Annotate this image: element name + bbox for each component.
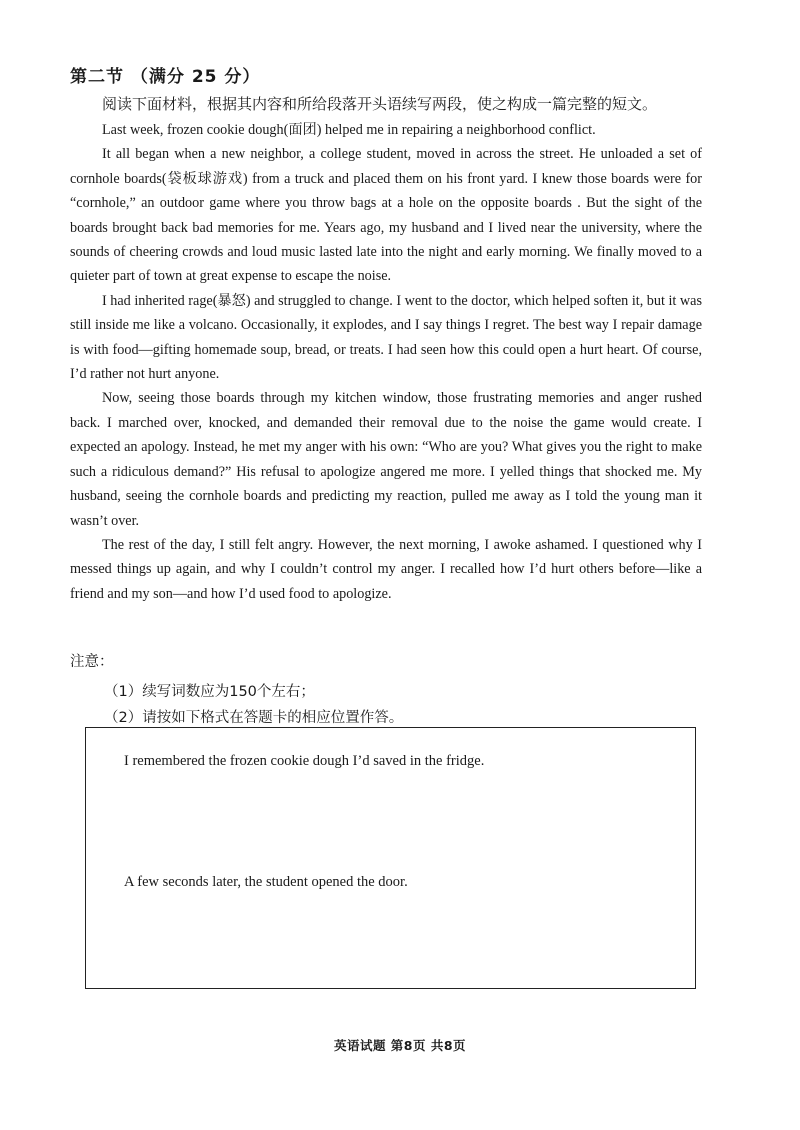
- passage-paragraph: I had inherited rage(暴怒) and struggled to change. I went to the doctor, which helped soften it, but it was still inside me like a volcano. Occasionally, it explodes, and I say things I regret. The best way I repair damage is with food—gifting homemade soup, bread, or treats. I had seen how this could open a hurt heart. Of course, I’d rather not hurt anyone.: [70, 292, 702, 383]
- answer-box: [85, 727, 696, 989]
- passage-paragraph: Last week, frozen cookie dough(面团) helped me in repairing a neighborhood conflict.: [102, 122, 596, 138]
- passage-paragraph: Now, seeing those boards through my kitchen window, those frustrating memories and anger rushed back. I marched over, knocked, and demanded their removal due to the noise the game would create. I expected an apology. Instead, he met my anger with his own: “Who are you? What gives you the right to make such a ridiculous demand?” His refusal to apologize angered me more. I yelled things that shocked me. My husband, seeing the cornhole boards and predicting my reaction, pulled me away as I told the young man it wasn’t over.: [70, 390, 702, 529]
- note-word-count: （1）续写词数应为150个左右；: [104, 684, 315, 700]
- note-answer-format: （2）请按如下格式在答题卡的相应位置作答。: [104, 710, 404, 726]
- paragraph-opening-1: I remembered the frozen cookie dough I’d saved in the fridge.: [124, 753, 485, 769]
- task-instruction: 阅读下面材料，根据其内容和所给段落开头语续写两段，使之构成一篇完整的短文。: [102, 95, 658, 113]
- passage-paragraph: The rest of the day, I still felt angry. However, the next morning, I awoke ashamed. I questioned why I messed things up again, and why I couldn’t control my anger. I recalled how I’d hurt others before—like a friend and my son—and how I’d used food to apologize.: [70, 536, 702, 602]
- passage-paragraph: It all began when a new neighbor, a college student, moved in across the street. He unloaded a set of cornhole boards(袋板球游戏) from a truck and placed them on his front yard. I knew those boards were for “cornhole,” an outdoor game where you throw bags at a hole on the opposite boards . But the sight of the boards brought back bad memories for me. Years ago, my husband and I lived near the university, where the sounds of cheering crowds and loud music lasted late into the night and early morning. We finally moved to a quieter part of town at great expense to escape the noise.: [70, 146, 702, 285]
- page-footer: 英语试题 第8页 共8页: [333, 1038, 467, 1053]
- paragraph-opening-2: A few seconds later, the student opened the door.: [124, 874, 408, 890]
- reading-passage: [70, 118, 702, 606]
- section-title: 第二节 （满分 25 分）: [70, 67, 261, 87]
- notes-label: 注意：: [70, 654, 114, 670]
